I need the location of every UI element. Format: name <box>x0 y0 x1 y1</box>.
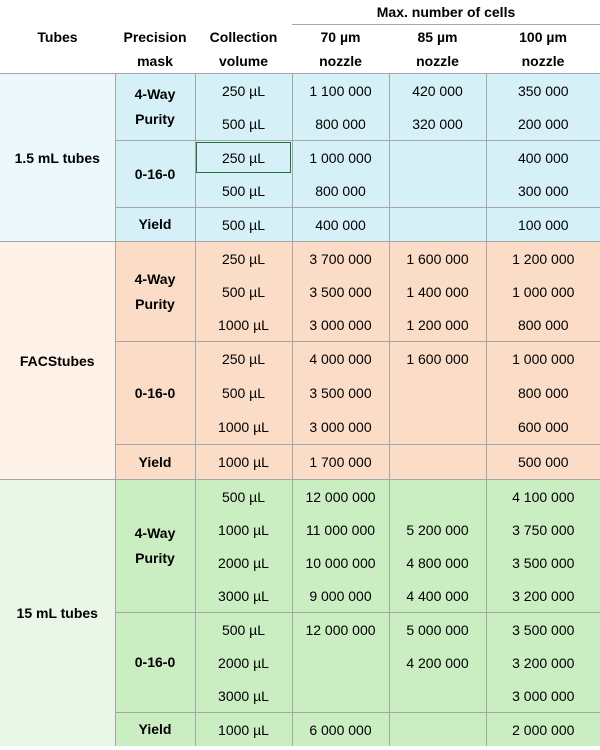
volume-cell[interactable]: 500 µL <box>195 480 292 514</box>
mask-label: 4-Way Purity <box>115 242 195 342</box>
nozzle-85-cell[interactable]: 320 000 <box>389 107 486 141</box>
nozzle-100-cell[interactable]: 3 000 000 <box>486 679 600 713</box>
nozzle-100-cell[interactable]: 1 000 000 <box>486 342 600 377</box>
nozzle-70-cell[interactable]: 3 700 000 <box>292 242 389 276</box>
volume-cell[interactable]: 1000 µL <box>195 308 292 342</box>
nozzle-70-cell[interactable]: 800 000 <box>292 107 389 141</box>
nozzle-85-cell[interactable] <box>389 410 486 445</box>
nozzle-100-cell[interactable]: 4 100 000 <box>486 480 600 514</box>
nozzle-70-cell[interactable]: 400 000 <box>292 208 389 242</box>
nozzle-70-cell[interactable]: 9 000 000 <box>292 579 389 613</box>
nozzle-70-cell[interactable]: 10 000 000 <box>292 546 389 579</box>
nozzle-100-cell[interactable]: 3 500 000 <box>486 546 600 579</box>
tube-label: 1.5 mL tubes <box>0 74 115 242</box>
tubes-header: Tubes <box>37 28 78 45</box>
nozzle-85-header: 85 µm <box>417 29 458 45</box>
nozzle-85-cell[interactable] <box>389 208 486 242</box>
nozzle-100-cell[interactable]: 500 000 <box>486 445 600 480</box>
nozzle-85-cell[interactable] <box>389 679 486 713</box>
volume-cell[interactable]: 2000 µL <box>195 646 292 679</box>
nozzle-85-cell[interactable]: 5 000 000 <box>389 613 486 647</box>
precision-mask-header-line2: mask <box>137 53 173 69</box>
nozzle-85-cell[interactable]: 1 400 000 <box>389 275 486 308</box>
volume-cell[interactable]: 500 µL <box>195 376 292 410</box>
mask-label: 4-Way Purity <box>115 74 195 141</box>
volume-cell[interactable]: 1000 µL <box>195 713 292 747</box>
nozzle-85-cell[interactable]: 4 800 000 <box>389 546 486 579</box>
nozzle-100-cell[interactable]: 800 000 <box>486 376 600 410</box>
volume-cell[interactable]: 250 µL <box>195 242 292 276</box>
nozzle-85-cell[interactable]: 1 200 000 <box>389 308 486 342</box>
volume-cell[interactable]: 500 µL <box>195 107 292 141</box>
nozzle-100-cell[interactable]: 1 200 000 <box>486 242 600 276</box>
nozzle-85-cell[interactable] <box>389 713 486 747</box>
tube-label: FACStubes <box>0 242 115 480</box>
volume-cell[interactable]: 1000 µL <box>195 513 292 546</box>
nozzle-85-cell[interactable]: 5 200 000 <box>389 513 486 546</box>
nozzle-85-cell[interactable] <box>389 141 486 175</box>
nozzle-70-header-line2: nozzle <box>319 53 362 69</box>
nozzle-85-cell[interactable]: 420 000 <box>389 74 486 108</box>
nozzle-100-cell[interactable]: 100 000 <box>486 208 600 242</box>
nozzle-100-header-line2: nozzle <box>521 53 565 69</box>
table-row <box>0 480 600 514</box>
nozzle-85-cell[interactable]: 1 600 000 <box>389 342 486 377</box>
mask-label: 4-Way Purity <box>115 480 195 613</box>
collection-volume-header: Collection <box>209 28 278 45</box>
volume-cell[interactable]: 3000 µL <box>195 579 292 613</box>
nozzle-70-cell[interactable]: 11 000 000 <box>292 513 389 546</box>
nozzle-100-cell[interactable]: 3 750 000 <box>486 513 600 546</box>
volume-cell[interactable]: 250 µL <box>195 74 292 108</box>
volume-cell[interactable]: 1000 µL <box>195 410 292 445</box>
nozzle-70-cell[interactable] <box>292 679 389 713</box>
nozzle-70-cell[interactable]: 6 000 000 <box>292 713 389 747</box>
nozzle-70-cell[interactable]: 3 000 000 <box>292 308 389 342</box>
nozzle-100-cell[interactable]: 200 000 <box>486 107 600 141</box>
nozzle-85-cell[interactable]: 4 400 000 <box>389 579 486 613</box>
max-cells-header: Max. number of cells <box>292 0 600 25</box>
nozzle-85-cell[interactable] <box>389 376 486 410</box>
volume-cell-selected[interactable]: 250 µL <box>195 141 292 175</box>
collection-volume-header-line2: volume <box>218 53 268 69</box>
nozzle-70-cell[interactable]: 1 000 000 <box>292 141 389 175</box>
nozzle-70-cell[interactable]: 800 000 <box>292 174 389 208</box>
nozzle-100-cell[interactable]: 3 200 000 <box>486 646 600 679</box>
volume-cell[interactable]: 250 µL <box>195 342 292 377</box>
nozzle-100-cell[interactable]: 1 000 000 <box>486 275 600 308</box>
volume-cell[interactable]: 2000 µL <box>195 546 292 579</box>
nozzle-85-cell[interactable] <box>389 174 486 208</box>
nozzle-85-cell[interactable]: 1 600 000 <box>389 242 486 276</box>
table-row <box>0 242 600 276</box>
mask-label: Yield <box>115 713 195 747</box>
volume-cell[interactable]: 3000 µL <box>195 679 292 713</box>
nozzle-70-cell[interactable]: 12 000 000 <box>292 480 389 514</box>
mask-label: 0-16-0 <box>115 342 195 445</box>
nozzle-70-cell[interactable]: 3 000 000 <box>292 410 389 445</box>
nozzle-100-cell[interactable]: 300 000 <box>486 174 600 208</box>
nozzle-85-cell[interactable]: 4 200 000 <box>389 646 486 679</box>
nozzle-70-cell[interactable]: 3 500 000 <box>292 376 389 410</box>
nozzle-70-cell[interactable]: 12 000 000 <box>292 613 389 647</box>
nozzle-100-cell[interactable]: 600 000 <box>486 410 600 445</box>
tube-label: 15 mL tubes <box>0 480 115 747</box>
mask-label: Yield <box>115 208 195 242</box>
nozzle-70-header: 70 µm <box>320 29 361 45</box>
nozzle-100-header: 100 µm <box>519 29 567 45</box>
volume-cell[interactable]: 500 µL <box>195 613 292 647</box>
volume-cell[interactable]: 500 µL <box>195 208 292 242</box>
nozzle-85-header-line2: nozzle <box>416 53 459 69</box>
nozzle-100-cell[interactable]: 350 000 <box>486 74 600 108</box>
mask-label: Yield <box>115 445 195 480</box>
nozzle-85-cell[interactable] <box>389 445 486 480</box>
nozzle-70-cell[interactable] <box>292 646 389 679</box>
header-row-1 <box>0 0 600 25</box>
mask-label: 0-16-0 <box>115 141 195 208</box>
nozzle-100-cell[interactable]: 800 000 <box>486 308 600 342</box>
nozzle-70-cell[interactable]: 1 100 000 <box>292 74 389 108</box>
nozzle-100-cell[interactable]: 3 200 000 <box>486 579 600 613</box>
volume-cell[interactable]: 1000 µL <box>195 445 292 480</box>
nozzle-100-cell[interactable]: 3 500 000 <box>486 613 600 647</box>
nozzle-70-cell[interactable]: 3 500 000 <box>292 275 389 308</box>
precision-mask-header: Precision <box>123 28 187 45</box>
volume-cell[interactable]: 500 µL <box>195 174 292 208</box>
nozzle-100-cell[interactable]: 2 000 000 <box>486 713 600 747</box>
mask-label: 0-16-0 <box>115 613 195 713</box>
table-row <box>0 74 600 108</box>
nozzle-85-cell[interactable] <box>389 480 486 514</box>
nozzle-100-cell[interactable]: 400 000 <box>486 141 600 175</box>
nozzle-70-cell[interactable]: 4 000 000 <box>292 342 389 377</box>
volume-cell[interactable]: 500 µL <box>195 275 292 308</box>
nozzle-70-cell[interactable]: 1 700 000 <box>292 445 389 480</box>
